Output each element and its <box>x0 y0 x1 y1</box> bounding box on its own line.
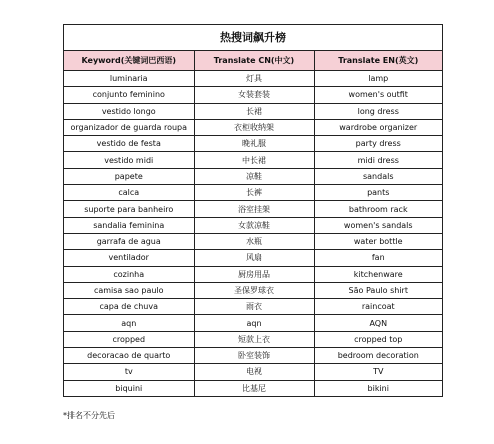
table-row <box>64 217 442 233</box>
cell-translate-cn: 凉鞋 <box>194 168 314 184</box>
cell-keyword: vestido longo <box>64 103 194 119</box>
table-row <box>64 87 442 103</box>
table-row <box>64 315 442 331</box>
cell-translate-en: lamp <box>314 71 442 87</box>
cell-keyword: papete <box>64 168 194 184</box>
cell-translate-en: sandals <box>314 168 442 184</box>
cell-translate-en: midi dress <box>314 152 442 168</box>
cell-keyword: capa de chuva <box>64 299 194 315</box>
cell-translate-en: São Paulo shirt <box>314 282 442 298</box>
table-row <box>64 266 442 282</box>
cell-keyword: conjunto feminino <box>64 87 194 103</box>
table-row <box>64 152 442 168</box>
cell-translate-en: pants <box>314 185 442 201</box>
cell-translate-en: women's sandals <box>314 217 442 233</box>
table-row <box>64 348 442 364</box>
table-row <box>64 136 442 152</box>
table-row <box>64 233 442 249</box>
cell-translate-cn: 雨衣 <box>194 299 314 315</box>
cell-translate-cn: 浴室挂架 <box>194 201 314 217</box>
table-row <box>64 201 442 217</box>
cell-keyword: cropped <box>64 331 194 347</box>
cell-translate-en: bathroom rack <box>314 201 442 217</box>
table-row <box>64 168 442 184</box>
cell-translate-cn: 短款上衣 <box>194 331 314 347</box>
cell-translate-en: kitchenware <box>314 266 442 282</box>
cell-translate-en: cropped top <box>314 331 442 347</box>
cell-translate-cn: 女款凉鞋 <box>194 217 314 233</box>
cell-keyword: biquini <box>64 380 194 396</box>
cell-translate-en: long dress <box>314 103 442 119</box>
cell-translate-cn: aqn <box>194 315 314 331</box>
cell-keyword: calca <box>64 185 194 201</box>
cell-translate-cn: 女装套装 <box>194 87 314 103</box>
table-row <box>64 364 442 380</box>
cell-translate-en: bikini <box>314 380 442 396</box>
header-translate-cn: Translate CN(中文) <box>194 51 314 71</box>
header-row <box>64 51 442 71</box>
table-row <box>64 119 442 135</box>
cell-translate-en: women's outfit <box>314 87 442 103</box>
cell-translate-en: bedroom decoration <box>314 348 442 364</box>
cell-keyword: suporte para banheiro <box>64 201 194 217</box>
cell-translate-cn: 水瓶 <box>194 233 314 249</box>
cell-keyword: vestido de festa <box>64 136 194 152</box>
table-row <box>64 282 442 298</box>
cell-translate-cn: 风扇 <box>194 250 314 266</box>
cell-translate-en: raincoat <box>314 299 442 315</box>
cell-translate-cn: 比基尼 <box>194 380 314 396</box>
cell-translate-en: party dress <box>314 136 442 152</box>
cell-keyword: organizador de guarda roupa <box>64 119 194 135</box>
cell-translate-cn: 长裙 <box>194 103 314 119</box>
header-translate-en: Translate EN(英文) <box>314 51 442 71</box>
cell-keyword: tv <box>64 364 194 380</box>
table-row <box>64 103 442 119</box>
cell-translate-cn: 圣保罗球衣 <box>194 282 314 298</box>
table-body <box>64 71 442 396</box>
footnote: *排名不分先后 <box>63 411 115 420</box>
cell-keyword: sandalia feminina <box>64 217 194 233</box>
keyword-table-card <box>63 24 443 397</box>
cell-translate-en: TV <box>314 364 442 380</box>
table-title: 热搜词飙升榜 <box>64 25 442 51</box>
cell-translate-cn: 灯具 <box>194 71 314 87</box>
cell-keyword: luminaria <box>64 71 194 87</box>
cell-translate-cn: 厨房用品 <box>194 266 314 282</box>
cell-translate-cn: 晚礼服 <box>194 136 314 152</box>
cell-translate-cn: 卧室装饰 <box>194 348 314 364</box>
cell-translate-cn: 衣柜收纳架 <box>194 119 314 135</box>
table-row <box>64 331 442 347</box>
cell-translate-cn: 长裤 <box>194 185 314 201</box>
table-row <box>64 250 442 266</box>
header-keyword: Keyword(关键词巴西语) <box>64 51 194 71</box>
cell-translate-cn: 电视 <box>194 364 314 380</box>
cell-translate-en: wardrobe organizer <box>314 119 442 135</box>
table-row <box>64 299 442 315</box>
table-row <box>64 185 442 201</box>
cell-translate-en: fan <box>314 250 442 266</box>
table-row <box>64 380 442 396</box>
cell-translate-en: water bottle <box>314 233 442 249</box>
cell-keyword: vestido midi <box>64 152 194 168</box>
cell-keyword: cozinha <box>64 266 194 282</box>
cell-translate-cn: 中长裙 <box>194 152 314 168</box>
keyword-table <box>64 51 442 396</box>
cell-translate-en: AQN <box>314 315 442 331</box>
cell-keyword: camisa sao paulo <box>64 282 194 298</box>
cell-keyword: ventilador <box>64 250 194 266</box>
cell-keyword: aqn <box>64 315 194 331</box>
cell-keyword: decoracao de quarto <box>64 348 194 364</box>
cell-keyword: garrafa de agua <box>64 233 194 249</box>
table-row <box>64 71 442 87</box>
